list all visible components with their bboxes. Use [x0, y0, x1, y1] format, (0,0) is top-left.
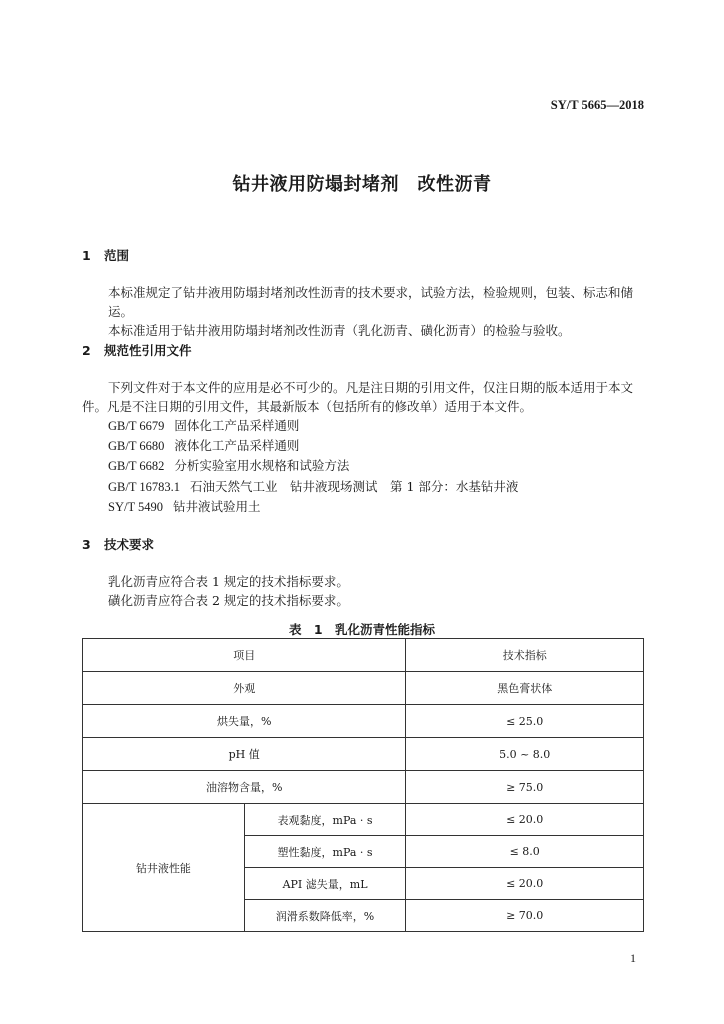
reference-code: GB/T 6679	[108, 419, 165, 433]
reference-item	[108, 497, 518, 517]
sub-item-cell: 润滑系数降低率，%	[244, 900, 406, 932]
value-cell: ≤ 20.0	[406, 868, 644, 900]
section-title: 规范性引用文件	[104, 343, 192, 358]
value-cell: 黑色膏状体	[406, 672, 644, 705]
value-cell: ≥ 75.0	[406, 771, 644, 804]
section-2-heading	[82, 341, 192, 359]
reference-item	[108, 416, 518, 436]
section-number: 1	[82, 248, 91, 263]
section-2-intro	[82, 378, 642, 416]
sub-item-cell: 塑性黏度，mPa · s	[244, 836, 406, 868]
value-cell: ≤ 8.0	[406, 836, 644, 868]
sub-item-cell: 表观黏度，mPa · s	[244, 804, 406, 836]
item-cell: 油溶物含量，%	[83, 771, 406, 804]
table-row	[83, 771, 644, 804]
document-title: 钻井液用防塌封堵剂 改性沥青	[232, 174, 492, 195]
table-row	[83, 672, 644, 705]
section-3-heading	[82, 535, 154, 553]
item-cell: 烘失量，%	[83, 705, 406, 738]
reference-title: 钻井液试验用土	[173, 498, 261, 514]
table-caption: 表 1 乳化沥青性能指标	[288, 622, 436, 637]
group-label-cell: 钻井液性能	[83, 804, 245, 932]
item-cell: pH 值	[83, 738, 406, 771]
value-cell: ≤ 20.0	[406, 804, 644, 836]
reference-code: GB/T 6682	[108, 459, 165, 474]
section-number: 3	[82, 537, 91, 552]
header-cell-value: 技术指标	[406, 639, 644, 672]
item-cell: 外观	[83, 672, 406, 705]
reference-code: GB/T 16783.1	[108, 479, 180, 494]
table-row	[83, 804, 644, 836]
section-number: 2	[82, 343, 91, 358]
paragraph-line: 本标准规定了钻井液用防塌封堵剂改性沥青的技术要求，试验方法，检验规则，包装、标志和储运。	[108, 285, 634, 319]
reference-code: GB/T 6680	[108, 439, 165, 454]
section-1-body	[82, 283, 642, 340]
paragraph-text: 下列文件对于本文件的应用是必不可少的。凡是注日期的引用文件，仅注日期的版本适用于本文件。凡是不注日期的引用文件，其最新版本（包括所有的修改单）适用于本文件。	[82, 380, 634, 414]
reference-item	[108, 436, 518, 456]
reference-title: 分析实验室用水规格和试验方法	[174, 458, 350, 474]
paragraph-line: 乳化沥青应符合表 1 规定的技术指标要求。	[108, 574, 349, 589]
value-cell: ≥ 70.0	[406, 900, 644, 932]
normative-reference-list	[108, 416, 518, 517]
section-title: 技术要求	[104, 537, 155, 552]
section-1-heading	[82, 246, 129, 264]
reference-item	[108, 456, 518, 476]
header-cell-item: 项目	[83, 639, 406, 672]
reference-code: SY/T 5490	[108, 499, 163, 514]
table-row	[83, 705, 644, 738]
value-cell: ≤ 25.0	[406, 705, 644, 738]
table-row	[83, 738, 644, 771]
standard-code: SY/T 5665—2018	[550, 98, 644, 112]
section-title: 范围	[104, 248, 130, 263]
paragraph-line: 磺化沥青应符合表 2 规定的技术指标要求。	[108, 593, 349, 608]
reference-title: 石油天然气工业 钻井液现场测试 第 1 部分：水基钻井液	[190, 478, 519, 494]
performance-table	[82, 638, 644, 932]
page-number: 1	[630, 951, 636, 965]
reference-title: 液体化工产品采样通则	[174, 438, 300, 454]
sub-item-cell: API 滤失量，mL	[244, 868, 406, 900]
reference-item	[108, 477, 518, 497]
table-header-row	[83, 639, 644, 672]
section-3-body	[82, 572, 642, 610]
value-cell: 5.0 ~ 8.0	[406, 738, 644, 771]
reference-title: 固体化工产品采样通则	[174, 418, 300, 433]
paragraph-line: 本标准适用于钻井液用防塌封堵剂改性沥青（乳化沥青、磺化沥青）的检验与验收。	[108, 323, 571, 338]
